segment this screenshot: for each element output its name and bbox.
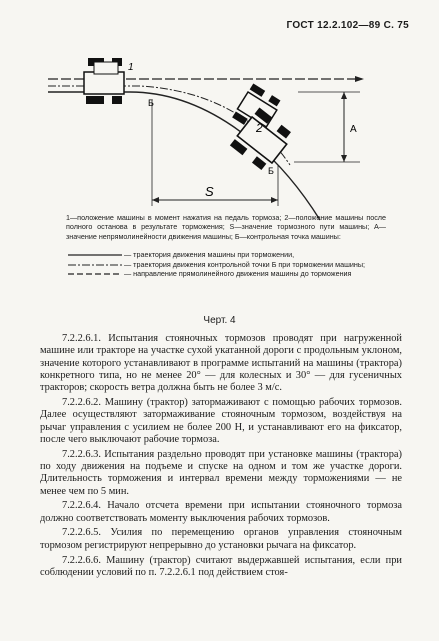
legend-solid-line [66,251,124,259]
legend-text: — траектория движения контрольной точки Б при торможении машины; [124,259,366,269]
legend-text: — траектория движения машины при торможении, [124,250,295,259]
figure-caption: 1—положение машины в момент нажатия на педаль тормоза; 2—положение машины после полного останова в результате торможения; S—значение тормозного пути машины; А—значение непрямолинейности движения машины; Б—контрольная точка машины: [66,213,386,241]
paragraph: 7.2.2.6.3. Испытания раздельно проводят при установке машины (трактора) по ходу движения на подъеме и спуске на одном и том же участке дороги. Длительность торможения и интервал времени между торможениями — не менее чем по 5 мин. [40,448,402,497]
direction-arrow [355,76,364,82]
paragraph: 7.2.2.6.6. Машину (трактор) считают выдержавшей испытания, если при соблюдении условий по п. 7.2.2.6.1 под действием стоя- [40,554,402,578]
braking-figure [0,0,439,300]
page-header: ГОСТ 12.2.102—89 С. 75 [286,20,409,31]
legend-dashdot-line [66,261,124,269]
legend-row-solid [66,251,396,260]
machine-position-1 [84,58,124,104]
body-text [40,333,402,582]
legend-row-dashdot [66,261,396,270]
figure-title: Черт. 4 [203,315,236,326]
legend-text: — направление прямолинейного движения машины до торможения [124,269,352,279]
label-s: S [205,184,214,199]
machine-trajectory [48,92,320,220]
legend-dashed-line [66,270,124,278]
paragraph: 7.2.2.6.1. Испытания стояночных тормозов проводят при нагруженной машине или тракторе на участке сухой укатанной дороги с продольным уклоном, значение которого устанавливают в программе испытаний на машины (трактора) конкретного типа, но не менее 20° — для колесных и 30° — для гусеничных тракторов; скорость ветра должна быть не более 3 м/с. [40,333,402,394]
legend-row-dashed [66,270,396,279]
paragraph: 7.2.2.6.4. Начало отсчета времени при испытании стояночного тормоза должно соответствовать моменту выключения рабочих тормозов. [40,500,402,524]
paragraph: 7.2.2.6.5. Усилия по перемещению органов управления стояночным тормозом регистрируют непрерывно до установки рычага на фиксатор. [40,527,402,551]
label-b1: Б [148,98,154,108]
label-a: А [350,124,357,135]
label-b2: Б [268,166,274,176]
label-1: 1 [128,62,134,73]
paragraph: 7.2.2.6.2. Машину (трактор) затормаживают с помощью рабочих тормозов. Далее осуществляют затормаживание стояночным тормозом, воздействуя на рычаг управления с усилием не более 200 Н, и устанавливают его на фиксатор, после чего выключают рабочие тормоза. [40,396,402,445]
figure-legend [66,251,396,280]
label-2: 2 [256,121,263,135]
